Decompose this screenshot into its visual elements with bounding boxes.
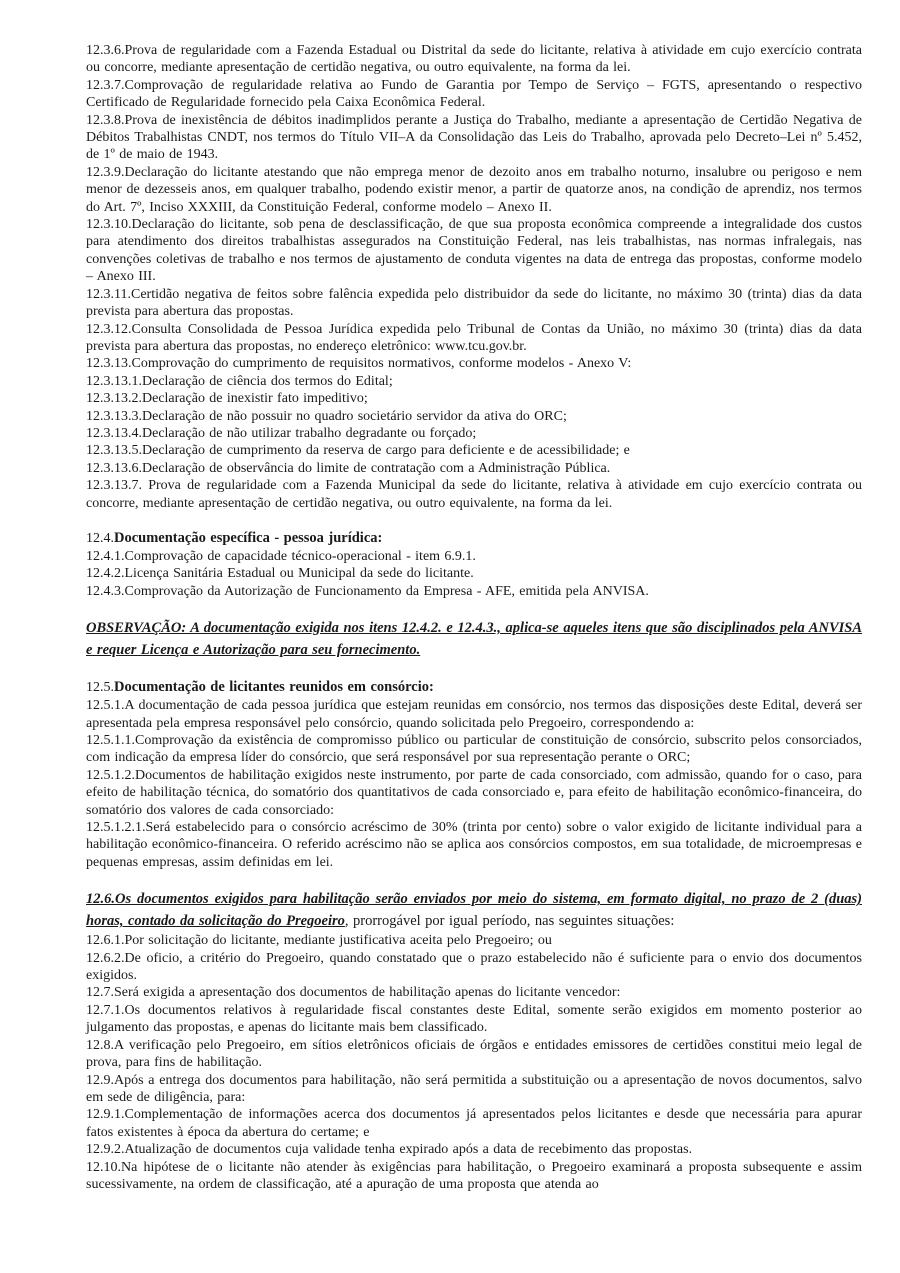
paragraph-12.9.2 <box>86 1141 862 1158</box>
text-run-normal: 12.8.A verificação pelo Pregoeiro, em sítios eletrônicos oficiais de órgãos e entidades emissores de certidões constitui meio legal de prova, para fins de habilitação. <box>86 1037 862 1071</box>
paragraph-12.3.10 <box>86 216 862 286</box>
paragraph-observacao <box>86 617 862 661</box>
text-run-normal: 12.6.2.De oficio, a critério do Pregoeiro, quando constatado que o prazo estabelecido não é suficiente para o envio dos documentos exigidos. <box>86 950 862 984</box>
paragraph-12.3.7 <box>86 77 862 112</box>
paragraph-12.4.1 <box>86 548 862 565</box>
paragraph-12.3.13.2 <box>86 390 862 407</box>
paragraph-12.3.13.4 <box>86 425 862 442</box>
text-run-normal: 12.3.10.Declaração do licitante, sob pena de desclassificação, de que sua proposta econômica compreende a integralidade dos custos para atendimento dos direitos trabalhistas assegurados na Constituição Federal, nas leis trabalhistas, nas normas infralegais, nas convenções coletivas de trabalho e nos termos de ajustamento de conduta vigentes na data de entrega das propostas, conforme modelo – Anexo III. <box>86 217 862 285</box>
paragraph-12.4.2 <box>86 565 862 582</box>
text-run-normal: 12.3.12.Consulta Consolidada de Pessoa Jurídica expedida pelo Tribunal de Contas da União, no máximo 30 (trinta) dias da data prevista para abertura das propostas, no endereço eletrônico: www.tcu.gov.br. <box>86 321 862 354</box>
text-run-normal: 12.3.13.4.Declaração de não utilizar trabalho degradante ou forçado; <box>86 425 477 441</box>
text-run-normal: 12.9.1.Complementação de informações acerca dos documentos já apresentados pelos licitantes e desde que necessária para apurar fatos existentes à época da abertura do certame; e <box>86 1107 862 1140</box>
paragraph-12.3.13.7 <box>86 477 862 512</box>
text-run-bold: Documentação de licitantes reunidos em consórcio: <box>114 679 434 696</box>
text-run-normal: 12.7.1.Os documentos relativos à regularidade fiscal constantes deste Edital, somente serão exigidos em momento posterior ao julgamento das propostas, e apenas do licitante mais bem classificado. <box>86 1002 862 1036</box>
text-run-normal: 12.9.Após a entrega dos documentos para habilitação, não será permitida a substituição ou a apresentação de novos documentos, salvo em sede de diligência, para: <box>86 1072 862 1105</box>
text-run-normal: 12.3.13.Comprovação do cumprimento de requisitos normativos, conforme modelos - Anexo V: <box>86 356 632 372</box>
text-run-normal: 12.3.13.6.Declaração de observância do limite de contratação com a Administração Pública. <box>86 460 611 476</box>
paragraph-12.3.9 <box>86 164 862 216</box>
text-run-normal: 12.4. <box>86 530 114 546</box>
text-run-normal: 12.5. <box>86 680 114 696</box>
text-run-normal: 12.7.Será exigida a apresentação dos documentos de habilitação apenas do licitante vencedor: <box>86 985 621 1001</box>
paragraph-12.10 <box>86 1159 862 1194</box>
paragraph-12.6.1 <box>86 932 862 949</box>
text-run-normal: 12.3.6.Prova de regularidade com a Fazenda Estadual ou Distrital da sede do licitante, relativa à atividade em cujo exercício contrata ou concorre, mediante apresentação de certidão negativa, ou outro equivalente, na forma da lei. <box>86 43 862 76</box>
text-run-emphasis: OBSERVAÇÃO: A documentação exigida nos itens 12.4.2. e 12.4.3., aplica-se aqueles itens que são disciplinados pela ANVISA e requer Licença e Autorização para seu fornecimento. <box>86 620 862 659</box>
text-run-normal: 12.3.13.7. Prova de regularidade com a Fazenda Municipal da sede do licitante, relativa à atividade em cujo exercício contrata ou concorre, mediante apresentação de certidão negativa, ou outro equivalente, na forma da lei. <box>86 478 862 511</box>
text-run-normal: 12.3.13.2.Declaração de inexistir fato impeditivo; <box>86 391 368 407</box>
text-run-bold: Documentação específica - pessoa jurídica: <box>114 529 383 546</box>
text-run-normal: 12.5.1.A documentação de cada pessoa jurídica que estejam reunidas em consórcio, nos termos das disposições deste Edital, deverá ser apresentada pela empresa responsável pelo consórcio, quando solicitada pelo Pregoeiro, correspondendo a: <box>86 698 862 731</box>
text-run-normal: 12.3.11.Certidão negativa de feitos sobre falência expedida pelo distribuidor da sede do licitante, no máximo 30 (trinta) dias da data prevista para abertura das propostas. <box>86 286 862 320</box>
text-run-normal: 12.9.2.Atualização de documentos cuja validade tenha expirado após a data de recebimento das propostas. <box>86 1142 693 1158</box>
document-body <box>86 42 862 1193</box>
paragraph-12.3.13.3 <box>86 408 862 425</box>
text-run-normal: 12.3.13.1.Declaração de ciência dos termos do Edital; <box>86 373 393 389</box>
paragraph-12.5.1 <box>86 697 862 732</box>
paragraph-12.3.6 <box>86 42 862 77</box>
paragraph-12.3.13.6 <box>86 460 862 477</box>
text-run-normal: 12.3.13.5.Declaração de cumprimento da reserva de cargo para deficiente e de acessibilidade; e <box>86 443 630 459</box>
paragraph-12.7.1 <box>86 1002 862 1037</box>
paragraph-12.3.13.1 <box>86 373 862 390</box>
paragraph-12.5.1.1 <box>86 732 862 767</box>
text-run-normal: 12.3.8.Prova de inexistência de débitos inadimplidos perante a Justiça do Trabalho, mediante a apresentação de Certidão Negativa de Débitos Trabalhistas CNDT, nos termos do Título VII–A da Consolidação das Leis do Trabalho, aprovada pelo Decreto–Lei nº 5.452, de 1º de maio de 1943. <box>86 112 862 163</box>
text-run-normal: 12.10.Na hipótese de o licitante não atender às exigências para habilitação, o Pregoeiro examinará a proposta subsequente e assim sucessivamente, na ordem de classificação, até a apuração de uma proposta que atenda ao <box>86 1159 862 1192</box>
paragraph-12.8 <box>86 1037 862 1072</box>
text-run-normal: 12.5.1.2.1.Será estabelecido para o consórcio acréscimo de 30% (trinta por cento) sobre o valor exigido de licitante individual para a habilitação econômico-financeira. O referido acréscimo não se aplica aos consórcios compostos, em sua totalidade, de microempresas e pequenas empresas, assim definidas em lei. <box>86 820 862 870</box>
paragraph-12.4.3 <box>86 583 862 600</box>
paragraph-12.5.1.2.1 <box>86 819 862 871</box>
paragraph-12.3.13 <box>86 355 862 372</box>
text-run-normal: 12.5.1.1.Comprovação da existência de compromisso público ou particular de constituição de consórcio, subscrito pelos consorciados, com indicação da empresa líder do consórcio, que será responsável por sua representação perante o ORC; <box>86 733 862 766</box>
paragraph-12.4 <box>86 529 862 548</box>
text-run-normal: 12.4.2.Licença Sanitária Estadual ou Municipal da sede do licitante. <box>86 566 474 582</box>
paragraph-12.3.13.5 <box>86 442 862 459</box>
text-run-normal: 12.3.13.3.Declaração de não possuir no quadro societário servidor da ativa do ORC; <box>86 408 567 424</box>
paragraph-12.3.8 <box>86 112 862 164</box>
text-run-emphasis: 12.6.Os documentos exigidos para habilitação serão enviados por meio do sistema, em formato digital, no prazo de 2 (duas) horas, contado da solicitação do Pregoeiro <box>86 891 862 930</box>
paragraph-12.6 <box>86 888 862 932</box>
paragraph-12.7 <box>86 984 862 1001</box>
paragraph-12.3.11 <box>86 286 862 321</box>
text-run-normal: 12.4.1.Comprovação de capacidade técnico-operacional - item 6.9.1. <box>86 548 476 564</box>
paragraph-12.6.2 <box>86 950 862 985</box>
text-run-normal: 12.4.3.Comprovação da Autorização de Funcionamento da Empresa - AFE, emitida pela ANVISA. <box>86 583 649 599</box>
text-run-normal: 12.5.1.2.Documentos de habilitação exigidos neste instrumento, por parte de cada consorciado, com admissão, quando for o caso, para efeito de habilitação técnica, do somatório dos quantitativos de cada consorciado e, para efeito de habilitação econômico-financeira, do somatório dos valores de cada consorciado: <box>86 767 862 818</box>
paragraph-12.5.1.2 <box>86 767 862 819</box>
text-run-normal: 12.6.1.Por solicitação do licitante, mediante justificativa aceita pelo Pregoeiro; ou <box>86 933 552 949</box>
paragraph-12.5 <box>86 678 862 697</box>
text-run-normal: 12.3.9.Declaração do licitante atestando que não emprega menor de dezoito anos em trabalho noturno, insalubre ou perigoso e nem menor de dezesseis anos, em qualquer trabalho, podendo existir menor, a partir de quatorze anos, na condição de aprendiz, nos termos do Art. 7º, Inciso XXXIII, da Constituição Federal, conforme modelo – Anexo II. <box>86 164 862 215</box>
paragraph-12.9.1 <box>86 1106 862 1141</box>
text-run-normal: , prorrogável por igual período, nas seguintes situações: <box>344 913 675 930</box>
text-run-normal: 12.3.7.Comprovação de regularidade relativa ao Fundo de Garantia por Tempo de Serviço – FGTS, apresentando o respectivo Certificado de Regularidade fornecido pela Caixa Econômica Federal. <box>86 77 862 111</box>
paragraph-12.3.12 <box>86 321 862 356</box>
paragraph-12.9 <box>86 1072 862 1107</box>
